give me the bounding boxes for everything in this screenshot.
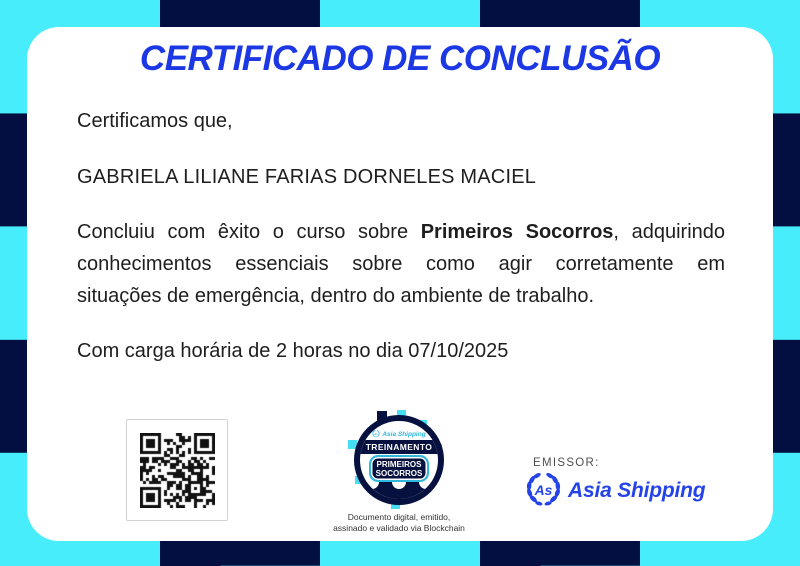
paragraph-line-3: situações de emergência, dentro do ambiente de trabalho. (77, 285, 595, 307)
seal-pill-line1: PRIMEIROS (376, 459, 422, 469)
issuer-logo (525, 472, 705, 509)
student-name: GABRIELA LILIANE FARIAS DORNELES MACIEL (77, 166, 537, 188)
seal-waves (360, 482, 438, 499)
duration-line: Com carga horária de 2 horas no dia 07/10/2025 (77, 340, 509, 362)
completion-paragraph (77, 216, 725, 312)
issuer-label: EMISSOR: (533, 457, 600, 469)
seal-circle (354, 415, 444, 505)
training-seal (351, 414, 447, 510)
asia-shipping-laurel-icon (525, 472, 562, 509)
intro-line: Certificamos que, (77, 110, 233, 132)
issuer-name: Asia Shipping (568, 478, 706, 502)
qr-code (126, 419, 228, 521)
paragraph-line-1 (77, 216, 725, 248)
certificate-title: CERTIFICADO DE CONCLUSÃO (139, 39, 661, 78)
laurel-icon (372, 430, 380, 438)
qr-code-canvas (140, 433, 215, 508)
seal-pill (369, 455, 429, 482)
seal-brand-row (360, 430, 438, 438)
seal-pill-line2: SOCORROS (375, 468, 423, 478)
blockchain-caption (299, 512, 499, 534)
paragraph-text: Concluiu com êxito o curso sobre (77, 221, 421, 243)
seal-brand-name: Asia Shipping (382, 430, 426, 438)
seal-band: TREINAMENTO (360, 440, 438, 454)
certificate-card (27, 27, 773, 541)
paragraph-text: , adquirindo (613, 221, 726, 243)
caption-line-1: Documento digital, emitido, (347, 512, 451, 522)
caption-line-2: assinado e validado via Blockchain (333, 523, 465, 533)
course-name: Primeiros Socorros (420, 221, 614, 243)
paragraph-line-2: conhecimentos essenciais sobre como agir corretamente em (77, 253, 725, 275)
